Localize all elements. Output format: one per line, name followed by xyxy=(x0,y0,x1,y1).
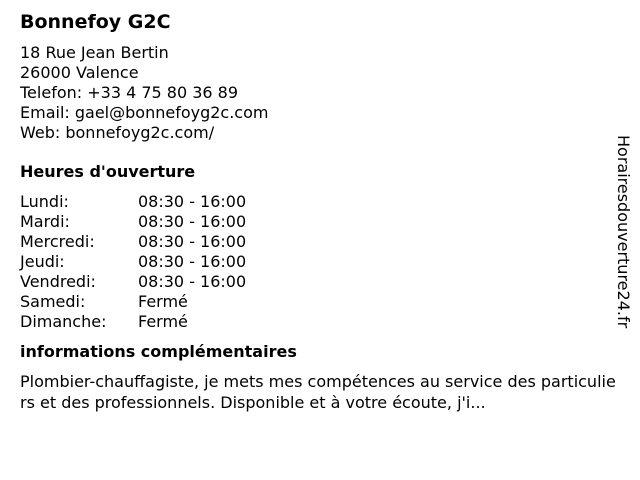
hours-day: Vendredi: xyxy=(20,272,96,291)
hours-time: 08:30 - 16:00 xyxy=(138,272,247,291)
hours-time: Fermé xyxy=(138,292,188,311)
hours-row xyxy=(20,212,610,232)
business-info xyxy=(20,10,616,413)
info-heading: informations complémentaires xyxy=(20,342,297,361)
watermark-text: Horairesdouverture24.fr xyxy=(614,135,633,329)
email-line: Email: gael@bonnefoyg2c.com xyxy=(20,103,269,122)
hours-row xyxy=(20,312,610,332)
hours-row xyxy=(20,232,610,252)
web-line: Web: bonnefoyg2c.com/ xyxy=(20,123,215,142)
hours-row xyxy=(20,272,610,292)
hours-time: 08:30 - 16:00 xyxy=(138,252,247,271)
address-city: 26000 Valence xyxy=(20,63,139,82)
hours-day: Jeudi: xyxy=(20,252,65,271)
hours-row xyxy=(20,292,610,312)
hours-row xyxy=(20,252,610,272)
hours-heading: Heures d'ouverture xyxy=(20,162,196,181)
hours-day: Samedi: xyxy=(20,292,86,311)
address-street: 18 Rue Jean Bertin xyxy=(20,43,169,62)
info-description: Plombier-chauffagiste, je mets mes compétences au service des particuliers et des professionnels. Disponible et à votre écoute, j'i... xyxy=(20,372,616,412)
hours-day: Mercredi: xyxy=(20,232,95,251)
hours-time: Fermé xyxy=(138,312,188,331)
hours-row xyxy=(20,192,610,212)
hours-table xyxy=(20,192,610,332)
hours-day: Lundi: xyxy=(20,192,69,211)
hours-time: 08:30 - 16:00 xyxy=(138,232,247,251)
contact-block xyxy=(20,43,610,143)
business-name: Bonnefoy G2C xyxy=(20,11,171,33)
hours-time: 08:30 - 16:00 xyxy=(138,212,247,231)
hours-time: 08:30 - 16:00 xyxy=(138,192,247,211)
hours-day: Mardi: xyxy=(20,212,70,231)
phone-line: Telefon: +33 4 75 80 36 89 xyxy=(20,83,239,102)
hours-day: Dimanche: xyxy=(20,312,107,331)
